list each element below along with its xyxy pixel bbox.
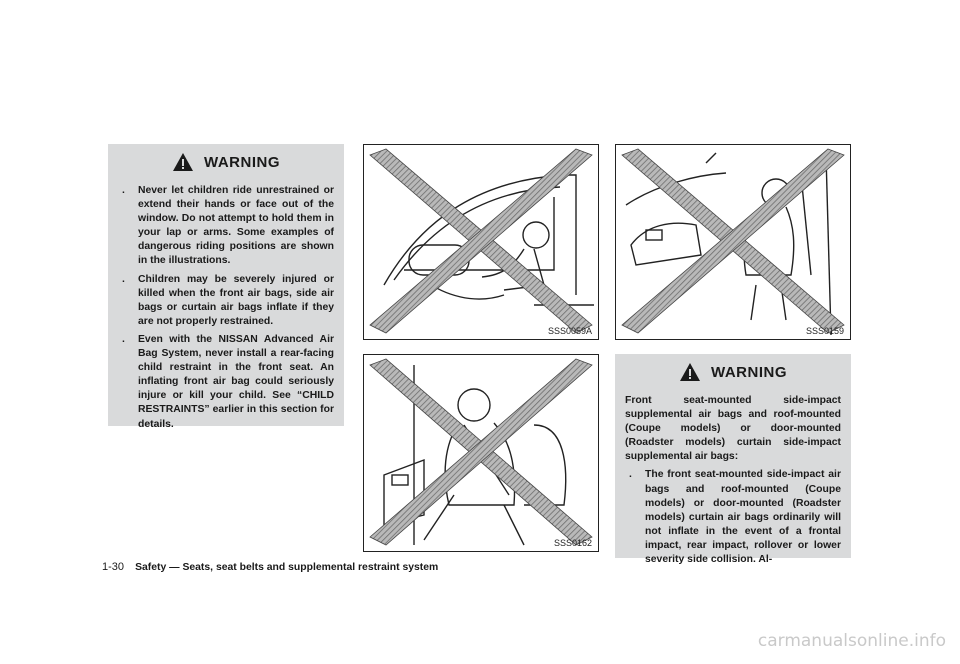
figure-caption: SSS0059A — [547, 326, 592, 336]
figure-child-window — [363, 144, 599, 340]
figure-caption: SSS0159 — [805, 326, 844, 336]
warning-title: WARNING — [711, 363, 787, 381]
prohibited-cross — [370, 149, 592, 333]
figure-caption: SSS0162 — [553, 538, 592, 548]
page-footer — [102, 561, 438, 573]
list-item: . Children may be severely injured or killed when the front air bags, side air bags or curtain air bags inflate if they are not properly restrained. — [122, 273, 334, 327]
list-item: . Never let children ride unrestrained or extend their hands or face out of the window. Do not attempt to hold them in your lap or arms. Some examples of dangerous riding positions are shown in the illustrations. — [122, 185, 334, 267]
section-title: Safety — Seats, seat belts and supplemental restraint system — [135, 562, 439, 573]
illustration-child-hand-out-window — [364, 145, 598, 339]
warning-title: WARNING — [204, 153, 280, 171]
warning-bullet-list — [118, 184, 334, 432]
warning-bullet-list — [625, 468, 841, 567]
warning-box-left — [108, 144, 344, 430]
prohibited-cross — [622, 149, 844, 333]
illustration-child-leaning-door — [616, 145, 850, 339]
illustration-child-against-door — [364, 355, 598, 551]
list-item: . The front seat-mounted side-impact air bags and roof-mounted (Coupe models) or door-mounted (Roadster models) curtain air bags ordinarily will not inflate in the event of a frontal impact, rear impact, rollover or lower severity side collision. Al- — [629, 469, 841, 566]
figure-child-seat-belt-side — [615, 144, 851, 340]
warning-header — [108, 152, 344, 172]
warning-box-right — [615, 354, 851, 566]
warning-intro: Front seat-mounted side-impact supplemental air bags and roof-mounted (Coupe models) or door-mounted (Roadster models) curtain side-impact supplemental air bags: — [625, 395, 841, 463]
figure-child-seated-door — [363, 354, 599, 552]
list-item: . Even with the NISSAN Advanced Air Bag System, never install a rear-facing child restraint in the front seat. An inflating front air bag could seriously injure or kill your child. See “CHILD RESTRAINTS” earlier in this section for details. — [122, 333, 334, 430]
watermark: carmanualsonline.info — [757, 631, 946, 651]
prohibited-cross — [370, 359, 592, 545]
page-number: 1-30 — [102, 561, 125, 573]
warning-triangle-icon — [172, 152, 194, 172]
warning-triangle-icon — [679, 362, 701, 382]
warning-header — [615, 362, 851, 382]
